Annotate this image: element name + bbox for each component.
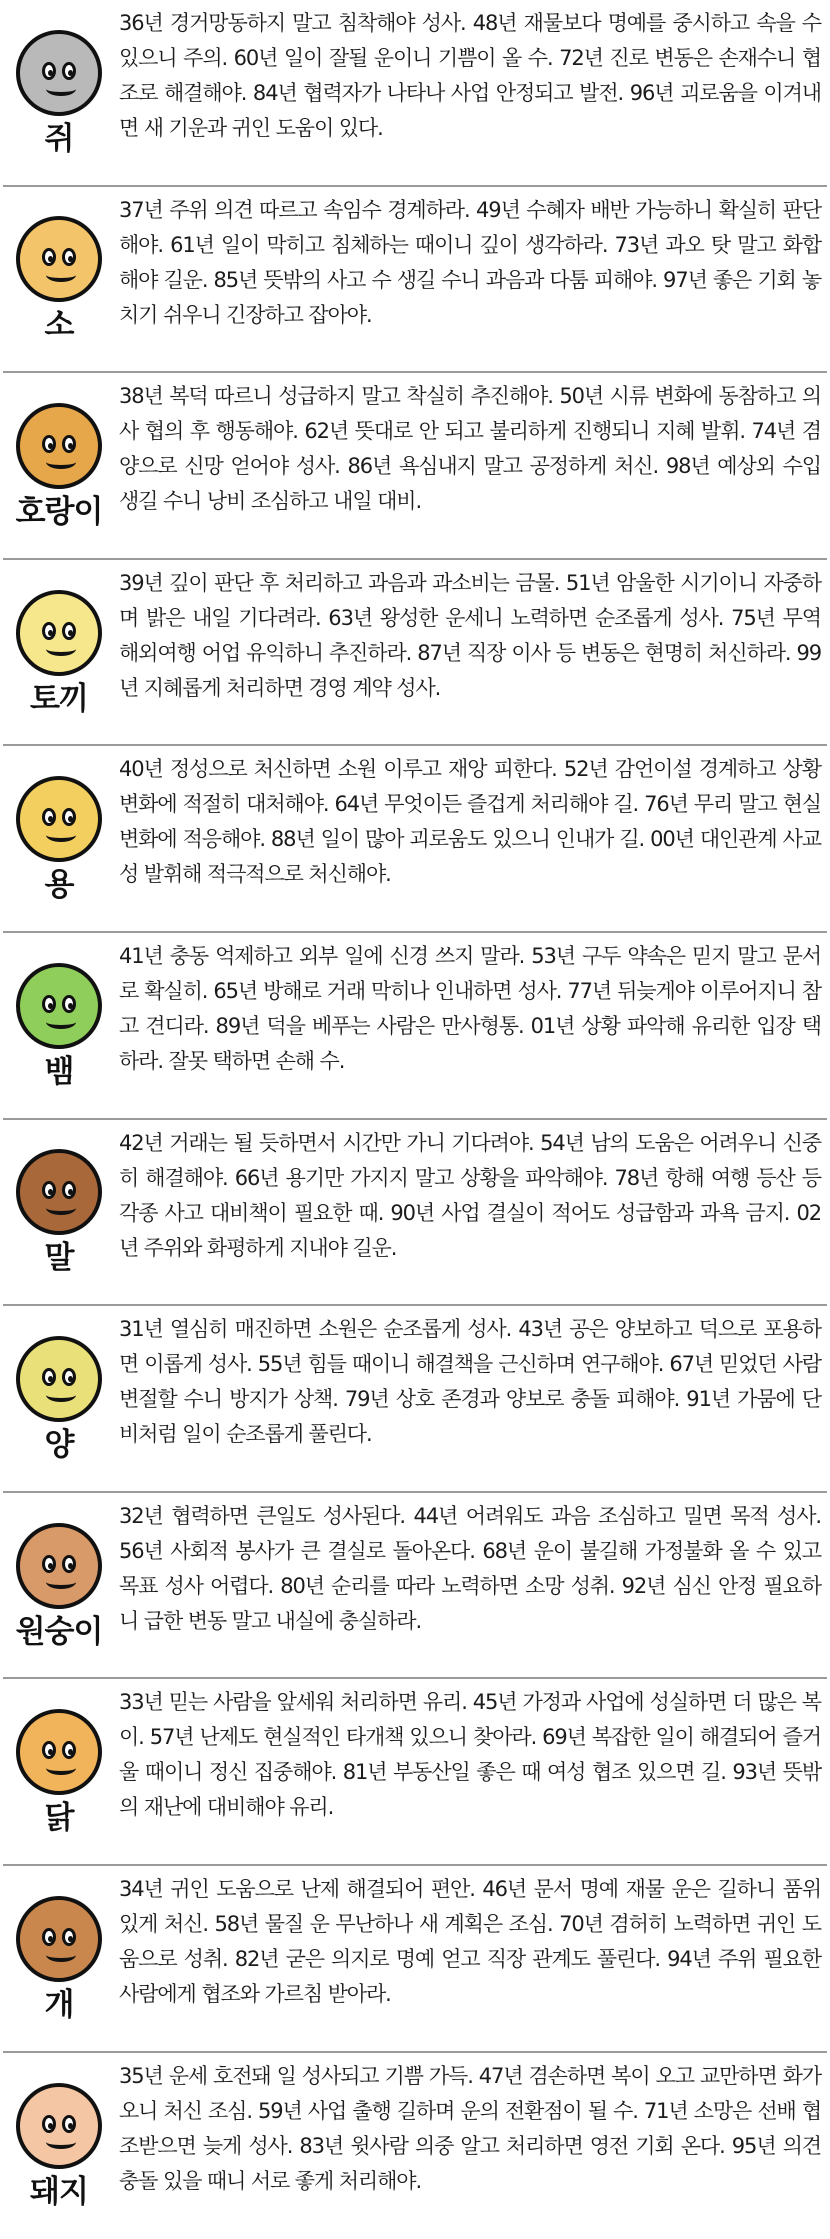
rabbit-icon <box>16 590 102 676</box>
tiger-icon <box>16 403 102 489</box>
zodiac-name: 원숭이 <box>15 1613 103 1650</box>
zodiac-left <box>3 1866 115 2051</box>
zodiac-name: 뱀 <box>44 1053 74 1090</box>
zodiac-left <box>3 373 115 558</box>
zodiac-name: 용 <box>44 867 74 904</box>
zodiac-name: 닭 <box>44 1800 74 1837</box>
zodiac-left <box>3 1120 115 1305</box>
fortune-text: 34년 귀인 도움으로 난제 해결되어 편안. 46년 문서 명예 재물 운은 길하니 품위 있게 처신. 58년 물질 운 무난하나 새 계획은 조심. 70년 겸허히 노력하면 귀인 도움으로 성취. 82년 굳은 의지로 명예 얻고 직장 관계도 풀린다. 94년 주위 필요한 사람에게 협조와 가르침 받아라. <box>119 1876 821 2006</box>
zodiac-row-horse <box>3 1120 827 1307</box>
zodiac-left <box>3 560 115 745</box>
zodiac-row-dog <box>3 1866 827 2053</box>
zodiac-row-rabbit <box>3 560 827 747</box>
zodiac-row-rat <box>3 0 827 187</box>
dog-icon <box>16 1896 102 1982</box>
zodiac-left <box>3 0 115 185</box>
monkey-icon <box>16 1523 102 1609</box>
zodiac-left <box>3 1679 115 1864</box>
zodiac-name: 말 <box>44 1240 74 1277</box>
pig-icon <box>16 2083 102 2169</box>
zodiac-row-pig <box>3 2053 827 2239</box>
snake-icon <box>16 963 102 1049</box>
zodiac-left <box>3 2053 115 2239</box>
dragon-icon <box>16 776 102 862</box>
fortune-text: 41년 충동 억제하고 외부 일에 신경 쓰지 말라. 53년 구두 약속은 믿지 말고 문서로 확실히. 65년 방해로 거래 막히나 인내하면 성사. 77년 뒤늦게야 이루어지니 참고 견디라. 89년 덕을 베푸는 사람은 만사형통. 01년 상황 파악해 유리한 입장 택하라. 잘못 택하면 손해 수. <box>119 943 821 1073</box>
zodiac-row-monkey <box>3 1493 827 1680</box>
zodiac-left <box>3 746 115 931</box>
zodiac-name: 토끼 <box>30 680 88 717</box>
fortune-text: 31년 열심히 매진하면 소원은 순조롭게 성사. 43년 공은 양보하고 덕으로 포용하면 이롭게 성사. 55년 힘들 때이니 해결책을 근신하며 연구해야. 67년 믿었던 사람 변절할 수니 방지가 상책. 79년 상호 존경과 양보로 충돌 피해야. 91년 가뭄에 단비처럼 일이 순조롭게 풀린다. <box>119 1317 821 1447</box>
fortune-text: 40년 정성으로 처신하면 소원 이루고 재앙 피한다. 52년 감언이설 경계하고 상황 변화에 적절히 대처해야. 64년 무엇이든 즐겁게 처리해야 길. 76년 무리 말고 현실 변화에 적응해야. 88년 일이 많아 괴로움도 있으니 인내가 길. 00년 대인관계 사교성 발휘해 적극적으로 처신해야. <box>119 757 821 887</box>
fortune-text: 33년 믿는 사람을 앞세워 처리하면 유리. 45년 가정과 사업에 성실하면 더 많은 복이. 57년 난제도 현실적인 타개책 있으니 찾아라. 69년 복잡한 일이 해결되어 즐거울 때이니 정신 집중해야. 81년 부동산일 좋은 때 여성 협조 있으면 길. 93년 뜻밖의 재난에 대비해야 유리. <box>119 1690 821 1820</box>
fortune-text: 36년 경거망동하지 말고 침착해야 성사. 48년 재물보다 명예를 중시하고 속을 수 있으니 주의. 60년 일이 잘될 운이니 기쁨이 올 수. 72년 진로 변동은 손재수니 협조로 해결해야. 84년 협력자가 나타나 사업 안정되고 발전. 96년 괴로움을 이겨내면 새 기운과 귀인 도움이 있다. <box>119 11 821 140</box>
ox-icon <box>16 216 102 302</box>
horse-icon <box>16 1149 102 1235</box>
fortune-text: 42년 거래는 될 듯하면서 시간만 가니 기다려야. 54년 남의 도움은 어려우니 신중히 해결해야. 66년 용기만 가지지 말고 상황을 파악해야. 78년 항해 여행 등산 등 각종 사고 대비책이 필요한 때. 90년 사업 결실이 적어도 성급함과 과욕 금지. 02년 주위와 화평하게 지내야 길운. <box>119 1130 821 1260</box>
zodiac-name: 돼지 <box>30 2174 88 2211</box>
rat-icon <box>16 30 102 116</box>
zodiac-name: 소 <box>44 307 74 344</box>
zodiac-name: 개 <box>44 1986 74 2023</box>
zodiac-name: 양 <box>44 1426 74 1463</box>
zodiac-row-snake <box>3 933 827 1120</box>
zodiac-left <box>3 1306 115 1491</box>
zodiac-row-ox <box>3 187 827 374</box>
zodiac-left <box>3 1493 115 1678</box>
zodiac-row-tiger <box>3 373 827 560</box>
zodiac-left <box>3 933 115 1118</box>
zodiac-row-sheep <box>3 1306 827 1493</box>
zodiac-name: 호랑이 <box>15 493 103 530</box>
fortune-text: 32년 협력하면 큰일도 성사된다. 44년 어려워도 과음 조심하고 밀면 목적 성사. 56년 사회적 봉사가 큰 결실로 돌아온다. 68년 운이 불길해 가정불화 올 수 있고 목표 성사 어렵다. 80년 순리를 따라 노력하면 소망 성취. 92년 심신 안정 필요하니 급한 변동 말고 내실에 충실하라. <box>119 1503 821 1633</box>
zodiac-row-rooster <box>3 1679 827 1866</box>
fortune-text: 35년 운세 호전돼 일 성사되고 기쁨 가득. 47년 겸손하면 복이 오고 교만하면 화가 오니 처신 조심. 59년 사업 출행 길하며 운의 전환점이 될 수. 71년 소망은 선배 협조받으면 늦게 성사. 83년 윗사람 의중 알고 처리하면 영전 기회 온다. 95년 의견 충돌 있을 때니 서로 좋게 처리해야. <box>119 2063 821 2193</box>
fortune-text: 38년 복덕 따르니 성급하지 말고 착실히 추진해야. 50년 시류 변화에 동참하고 의사 협의 후 행동해야. 62년 뜻대로 안 되고 불리하게 진행되니 지혜 발휘. 74년 겸양으로 신망 얻어야 성사. 86년 욕심내지 말고 공정하게 처신. 98년 예상외 수입 생길 수니 낭비 조심하고 내일 대비. <box>119 384 821 514</box>
zodiac-name: 쥐 <box>44 120 74 157</box>
fortune-text: 39년 깊이 판단 후 처리하고 과음과 과소비는 금물. 51년 암울한 시기이니 자중하며 밝은 내일 기다려라. 63년 왕성한 운세니 노력하면 순조롭게 성사. 75년 무역 해외여행 어업 유익하니 추진하라. 87년 직장 이사 등 변동은 현명히 처신하라. 99년 지혜롭게 처리하면 경영 계약 성사. <box>119 570 821 700</box>
sheep-icon <box>16 1336 102 1422</box>
zodiac-row-dragon <box>3 746 827 933</box>
rooster-icon <box>16 1709 102 1795</box>
zodiac-left <box>3 187 115 372</box>
fortune-text: 37년 주위 의견 따르고 속임수 경계하라. 49년 수혜자 배반 가능하니 확실히 판단해야. 61년 일이 막히고 침체하는 때이니 깊이 생각하라. 73년 과오 탓 말고 화합해야 길운. 85년 뜻밖의 사고 수 생길 수니 과음과 다툼 피해야. 97년 좋은 기회 놓치기 쉬우니 긴장하고 잡아야. <box>119 197 821 327</box>
